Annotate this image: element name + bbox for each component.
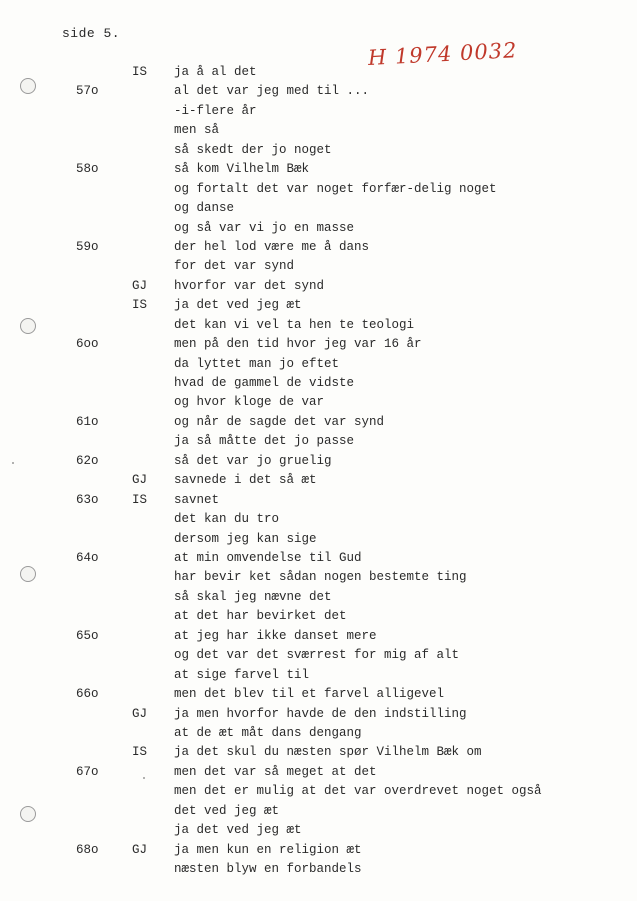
- transcript-line: [0, 685, 637, 703]
- line-text: ja å al det: [174, 65, 257, 79]
- transcript-line: [0, 199, 637, 217]
- line-text: ja men hvorfor havde de den indstilling: [174, 706, 467, 721]
- line-number: 61o: [76, 414, 99, 429]
- line-text: at det har bevirket det: [174, 609, 347, 624]
- line-number: 68o: [76, 842, 99, 857]
- line-text: at de æt måt dans dengang: [174, 725, 362, 740]
- line-text: så skal jeg nævne det: [174, 589, 332, 604]
- line-text: og danse: [174, 201, 235, 216]
- line-text: så kom Vilhelm Bæk: [174, 162, 310, 177]
- line-text: ja det ved jeg æt: [174, 823, 302, 838]
- line-text: og så var vi jo en masse: [174, 220, 355, 235]
- transcript-line: [0, 666, 637, 684]
- transcript-line: [0, 141, 637, 159]
- transcript-line: [0, 549, 637, 567]
- line-number: 67o: [76, 764, 99, 779]
- transcript-line: [0, 646, 637, 664]
- transcript-line: [0, 82, 637, 100]
- transcript-line: [0, 607, 637, 625]
- transcript-line: [0, 257, 637, 275]
- line-text: og det var det sværrest for mig af alt: [174, 648, 460, 663]
- speaker-label: GJ: [132, 278, 148, 293]
- transcript-line: [0, 841, 637, 859]
- line-text: at jeg har ikke danset mere: [174, 628, 377, 643]
- transcript-line: [0, 802, 637, 820]
- transcript-line: [0, 432, 637, 450]
- line-number: 57o: [76, 84, 99, 99]
- transcript-line: [0, 724, 637, 742]
- speaker-label: IS: [132, 298, 148, 313]
- line-text: der hel lod være me å dans: [174, 239, 370, 254]
- transcript-line: [0, 705, 637, 723]
- speaker-label: GJ: [132, 842, 148, 857]
- line-text: hvorfor var det synd: [174, 278, 325, 293]
- line-text: men på den tid hvor jeg var 16 år: [174, 337, 422, 352]
- line-number: 62o: [76, 453, 99, 468]
- line-text: og hvor kloge de var: [174, 395, 325, 410]
- transcript-line: [0, 452, 637, 470]
- page-label: side 5.: [62, 26, 121, 41]
- line-number: 59o: [76, 239, 99, 254]
- line-text: har bevir ket sådan nogen bestemte ting: [174, 570, 467, 585]
- transcript-line: [0, 355, 637, 373]
- transcript-line: [0, 219, 637, 237]
- transcript-line: [0, 63, 637, 81]
- speaker-label: IS: [132, 745, 148, 760]
- line-text: savnet: [174, 492, 220, 507]
- transcript-line: [0, 413, 637, 431]
- line-text: men det var så meget at det: [174, 764, 377, 779]
- line-text: næsten blyw en forbandels: [174, 862, 362, 877]
- transcript-line: [0, 627, 637, 645]
- speaker-label: GJ: [132, 706, 148, 721]
- line-text: så det var jo gruelig: [174, 453, 332, 468]
- transcript-line: [0, 743, 637, 761]
- line-text: det ved jeg æt: [174, 803, 280, 818]
- line-text: ja så måtte det jo passe: [174, 434, 355, 449]
- archive-id-annotation: H 1974 0032: [367, 38, 518, 70]
- line-text: da lyttet man jo eftet: [174, 356, 340, 371]
- line-text: men så: [174, 123, 220, 138]
- transcript-line: [0, 180, 637, 198]
- line-number: 63o: [76, 492, 99, 507]
- line-text: at min omvendelse til Gud: [174, 551, 362, 565]
- line-text: og når de sagde det var synd: [174, 414, 385, 429]
- transcript-line: [0, 763, 637, 781]
- line-text: og fortalt det var noget forfær-delig noget: [174, 181, 497, 196]
- line-text: det kan du tro: [174, 512, 280, 527]
- line-number: 58o: [76, 162, 99, 177]
- transcript-line: [0, 296, 637, 314]
- transcript-line: [0, 510, 637, 528]
- line-text: ja det ved jeg æt: [174, 298, 302, 313]
- line-number: 65o: [76, 628, 99, 643]
- line-number: 64o: [76, 551, 99, 565]
- transcript-line: [0, 277, 637, 295]
- transcript-line: [0, 860, 637, 878]
- transcript-line: [0, 471, 637, 489]
- transcript-line: [0, 491, 637, 509]
- line-text: men det er mulig at det var overdrevet noget også: [174, 784, 542, 799]
- line-text: det kan vi vel ta hen te teologi: [174, 317, 415, 332]
- line-number: 66o: [76, 687, 99, 702]
- transcript-line: [0, 102, 637, 120]
- transcript-line: [0, 530, 637, 548]
- transcript-line: [0, 335, 637, 353]
- transcript-line: [0, 782, 637, 800]
- speaker-label: IS: [132, 65, 148, 79]
- transcript-line: [0, 121, 637, 139]
- line-text: savnede i det så æt: [174, 473, 317, 488]
- line-text: så skedt der jo noget: [174, 142, 332, 157]
- line-text: -i-flere år: [174, 103, 257, 118]
- transcript-line: [0, 374, 637, 392]
- line-number: 6oo: [76, 337, 99, 352]
- line-text: ja det skul du næsten spør Vilhelm Bæk om: [174, 745, 482, 760]
- speaker-label: GJ: [132, 473, 148, 488]
- transcript-line: [0, 393, 637, 411]
- transcript-line: [0, 238, 637, 256]
- line-text: ja men kun en religion æt: [174, 842, 362, 857]
- speaker-label: IS: [132, 492, 148, 507]
- line-text: men det blev til et farvel alligevel: [174, 687, 445, 702]
- line-text: for det var synd: [174, 259, 295, 274]
- transcript-line: [0, 568, 637, 586]
- line-text: dersom jeg kan sige: [174, 531, 317, 546]
- line-text: hvad de gammel de vidste: [174, 376, 355, 391]
- transcript-line: [0, 316, 637, 334]
- transcript-line: [0, 160, 637, 178]
- line-text: al det var jeg med til ...: [174, 84, 370, 99]
- transcript-line: [0, 588, 637, 606]
- line-text: at sige farvel til: [174, 667, 310, 682]
- transcript-line: [0, 821, 637, 839]
